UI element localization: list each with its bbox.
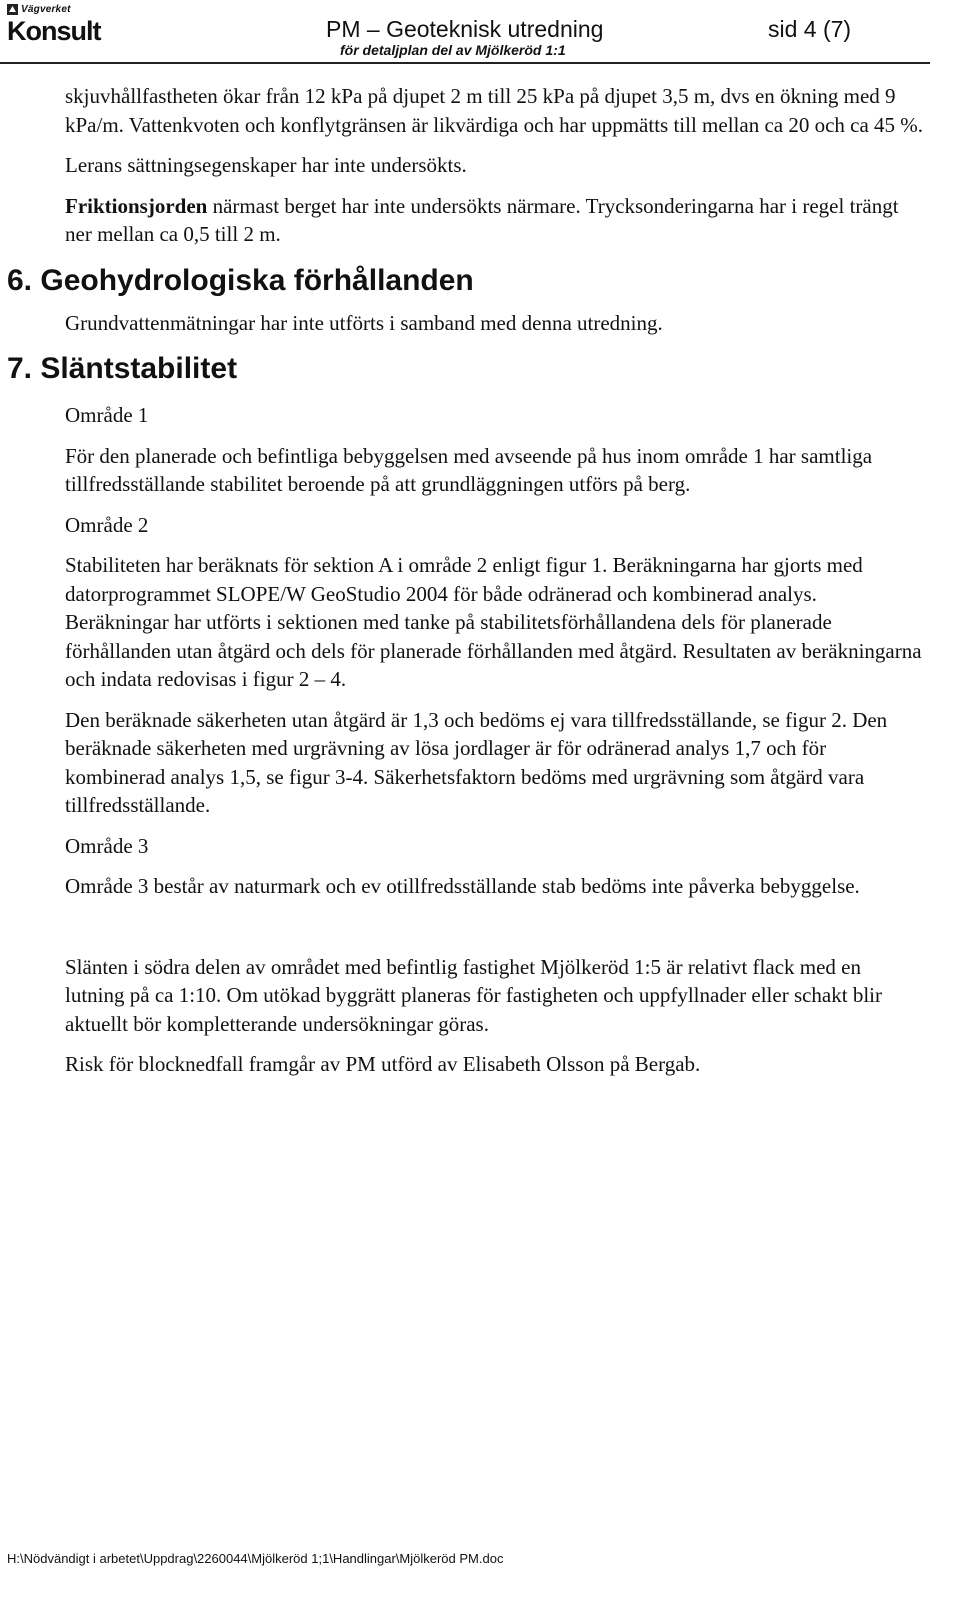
document-body [7, 82, 925, 1091]
subsection-label: Område 1 [65, 403, 149, 427]
logo-top [7, 3, 109, 16]
page-number: sid 4 (7) [768, 16, 852, 42]
paragraph: Slänten i södra delen av området med befintlig fastighet Mjölkeröd 1:5 är relativt flack med en lutning på ca 1:10. Om utökad byggrätt planeras för fastigheten och uppfyllnader eller schakt blir aktuellt bör kompletterande undersökningar göras. [65, 954, 883, 1036]
paragraph: Stabiliteten har beräknats för sektion A i område 2 enligt figur 1. Beräkningarna har gjorts med datorprogrammet SLOPE/W GeoStudio 2004 för både odränerad och kombinerad analys. Beräkningar har utförts i sektionen med tanke på stabilitetsförhållandena dels för planerade förhållanden utan åtgärd och dels för planerade förhållanden med åtgärd. Resultaten av beräkningarna och indata redovisas i figur 2 – 4. [65, 553, 922, 691]
section-heading: 6. Geohydrologiska förhållanden [7, 263, 474, 297]
spacer [65, 913, 925, 953]
header-divider [0, 62, 930, 64]
file-path-footer: H:\Nödvändigt i arbetet\Uppdrag\2260044\Mjölkeröd 1;1\Handlingar\Mjölkeröd PM.doc [7, 1551, 504, 1566]
paragraph-text: närmast berget har inte undersökts närmare. Trycksonderingarna har i regel trängt ner mellan ca 0,5 till 2 m. [65, 193, 899, 246]
paragraph: Grundvattenmätningar har inte utförts i samband med denna utredning. [65, 310, 663, 335]
subsection-label: Område 2 [65, 512, 149, 537]
document-subtitle: för detaljplan del av Mjölkeröd 1:1 [340, 42, 566, 58]
paragraph: Lerans sättningsegenskaper har inte undersökts. [65, 153, 467, 177]
logo-big-text: Konsult [7, 16, 101, 46]
paragraph: Risk för blocknedfall framgår av PM utförd av Elisabeth Olsson på Bergab. [65, 1052, 701, 1076]
paragraph: För den planerade och befintliga bebyggelsen med avseende på hus inom område 1 har samtliga tillfredsställande stabilitet beroende på att grundläggningen utförs på berg. [65, 443, 873, 496]
paragraph: Den beräknade säkerheten utan åtgärd är 1,3 och bedöms ej vara tillfredsställande, se figur 2. Den beräknade säkerheten med urgrävning av lösa jordlager är för odränerad analys 1,7 och för kombinerad analys 1,5, se figur 3-4. Säkerhetsfaktorn bedöms med urgrävning som åtgärd vara tillfredsställande. [65, 707, 888, 817]
document-title: PM – Geoteknisk utredning [326, 16, 604, 42]
section-heading: 7. Släntstabilitet [7, 352, 238, 385]
paragraph [65, 192, 925, 249]
paragraph: skjuvhållfastheten ökar från 12 kPa på djupet 2 m till 25 kPa på djupet 3,5 m, dvs en ökning med 9 kPa/m. Vattenkvoten och konflytgränsen är likvärdiga och har uppmätts till mellan ca 20 och ca 45 %. [65, 84, 924, 137]
vagverket-emblem-icon [7, 4, 18, 15]
logo [7, 3, 109, 47]
bold-term: Friktionsjorden [65, 193, 208, 218]
subsection-label: Område 3 [65, 833, 149, 858]
logo-small-text: Vägverket [21, 4, 71, 15]
paragraph: Område 3 består av naturmark och ev otillfredsställande stab bedöms inte påverka bebyggelse. [65, 874, 860, 898]
